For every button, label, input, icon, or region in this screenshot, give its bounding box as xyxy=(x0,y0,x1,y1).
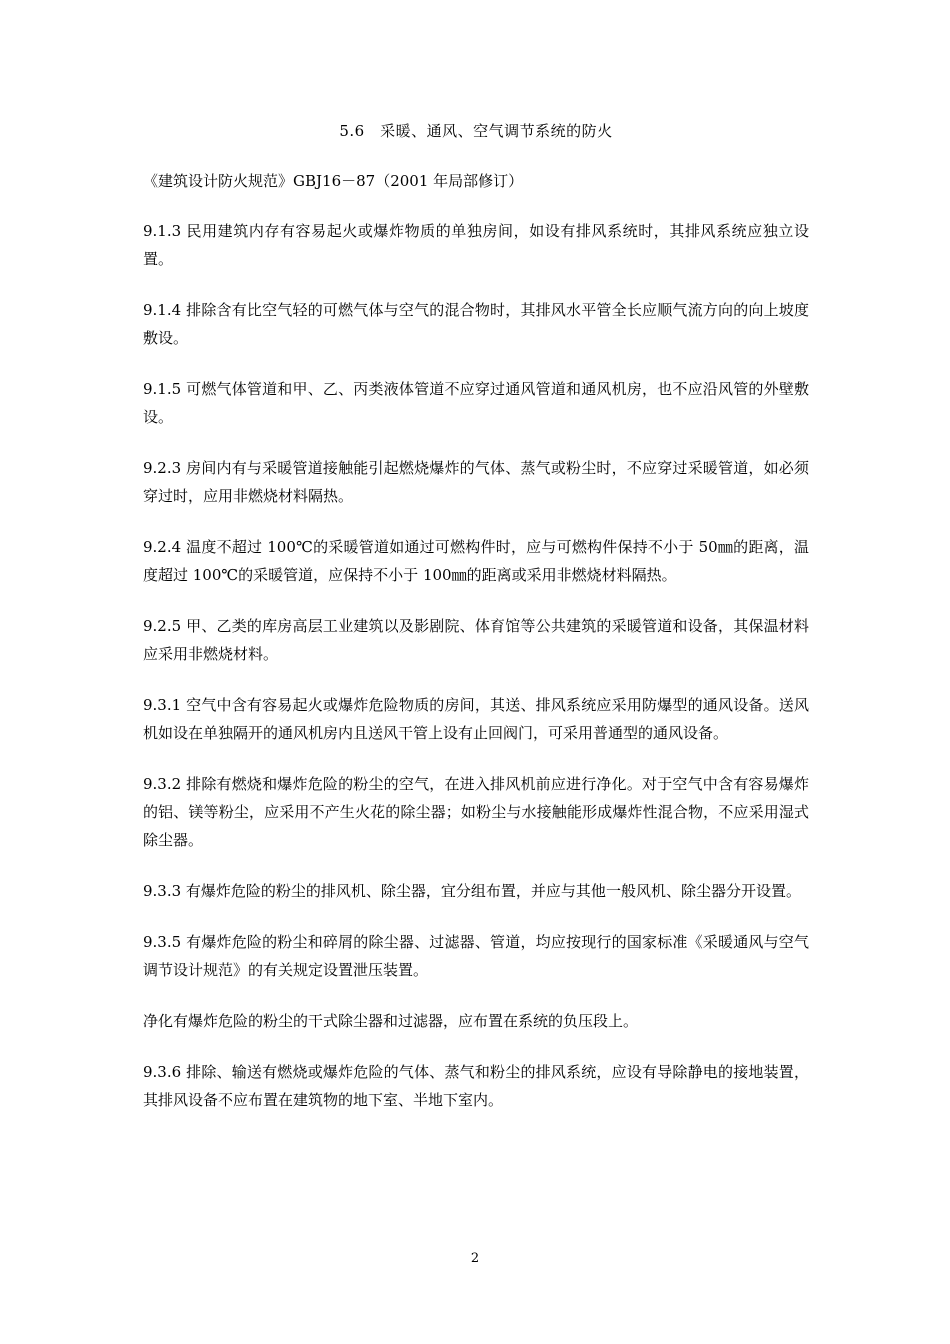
clause-9-3-6: 9.3.6 排除、输送有燃烧或爆炸危险的气体、蒸气和粉尘的排风系统，应设有导除静电的接地装置，其排风设备不应布置在建筑物的地下室、半地下室内。 xyxy=(143,1063,809,1109)
clause-9-3-1: 9.3.1 空气中含有容易起火或爆炸危险物质的房间，其送、排风系统应采用防爆型的通风设备。送风机如设在单独隔开的通风机房内且送风干管上设有止回阀门，可采用普通型的通风设备。 xyxy=(143,696,809,742)
clause-9-3-2: 9.3.2 排除有燃烧和爆炸危险的粉尘的空气，在进入排风机前应进行净化。对于空气中含有容易爆炸的铝、镁等粉尘，应采用不产生火花的除尘器；如粉尘与水接触能形成爆炸性混合物，不应采用湿式除尘器。 xyxy=(143,775,809,849)
clause-9-1-4: 9.1.4 排除含有比空气轻的可燃气体与空气的混合物时，其排风水平管全长应顺气流方向的向上坡度敷设。 xyxy=(143,301,809,347)
clause-9-2-3: 9.2.3 房间内有与采暖管道接触能引起燃烧爆炸的气体、蒸气或粉尘时，不应穿过采暖管道，如必须穿过时，应用非燃烧材料隔热。 xyxy=(143,459,809,505)
clause-9-3-5: 9.3.5 有爆炸危险的粉尘和碎屑的除尘器、过滤器、管道，均应按现行的国家标准《采暖通风与空气调节设计规范》的有关规定设置泄压装置。 xyxy=(143,933,809,979)
standard-source: 《建筑设计防火规范》GBJ16－87（2001 年局部修订） xyxy=(143,172,524,190)
page-number: 2 xyxy=(470,1251,480,1266)
clause-9-2-5: 9.2.5 甲、乙类的库房高层工业建筑以及影剧院、体育馆等公共建筑的采暖管道和设备，其保温材料应采用非燃烧材料。 xyxy=(143,617,809,663)
clause-9-1-3: 9.1.3 民用建筑内存有容易起火或爆炸物质的单独房间，如设有排风系统时，其排风系统应独立设置。 xyxy=(143,222,809,268)
clause-9-1-5: 9.1.5 可燃气体管道和甲、乙、丙类液体管道不应穿过通风管道和通风机房，也不应沿风管的外壁敷设。 xyxy=(143,380,809,426)
document-body xyxy=(143,118,809,1137)
clause-9-3-3: 9.3.3 有爆炸危险的粉尘的排风机、除尘器，宜分组布置，并应与其他一般风机、除尘器分开设置。 xyxy=(143,882,801,900)
clause-9-2-4: 9.2.4 温度不超过 100℃的采暖管道如通过可燃构件时，应与可燃构件保持不小于 50㎜的距离，温度超过 100℃的采暖管道，应保持不小于 100㎜的距离或采用非燃烧材料隔热。 xyxy=(143,538,809,584)
clause-9-3-5-continued: 净化有爆炸危险的粉尘的干式除尘器和过滤器，应布置在系统的负压段上。 xyxy=(143,1012,639,1030)
section-title: 5.6 采暖、通风、空气调节系统的防火 xyxy=(339,122,613,140)
